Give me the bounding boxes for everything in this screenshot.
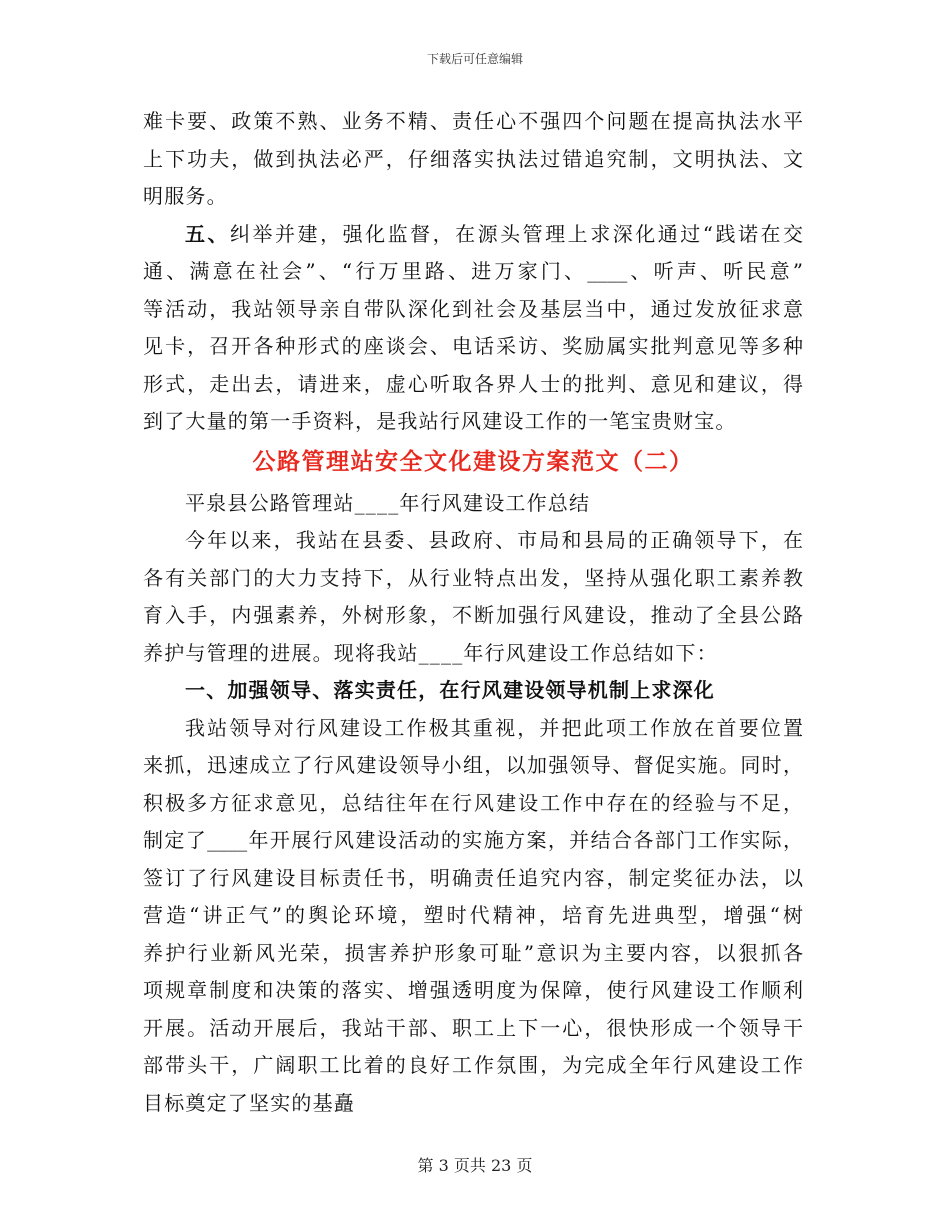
- section-text: 纠举并建，强化监督，在源头管理上求深化通过“践诺在交: [230, 221, 804, 246]
- paragraph-line: 各有关部门的大力支持下，从行业特点出发，坚持从强化职工素养教: [143, 565, 803, 590]
- paragraph-line: 上下功夫，做到执法必严，仔细落实执法过错追究制，文明执法、文: [143, 146, 803, 171]
- document-body: [143, 103, 803, 1122]
- paragraph-line: 养护与管理的进展。现将我站____年行风建设工作总结如下：: [143, 640, 718, 665]
- section-heading: 一、加强领导、落实责任，在行风建设领导机制上求深化: [185, 678, 715, 702]
- paragraph-line: 今年以来，我站在县委、县政府、市局和县局的正确领导下，在: [185, 528, 803, 552]
- subtitle-line: 平泉县公路管理站____年行风建设工作总结: [185, 490, 591, 515]
- paragraph-line: 明服务。: [143, 184, 228, 208]
- paragraph-line: 签订了行风建设目标责任书，明确责任追究内容，制定奖征办法，以: [143, 865, 803, 890]
- paragraph-line: 等活动，我站领导亲自带队深化到社会及基层当中，通过发放征求意: [143, 296, 803, 321]
- paragraph-line: 见卡，召开各种形式的座谈会、电话采访、奖励属实批判意见等多种: [143, 334, 803, 358]
- paragraph-line: 来抓，迅速成立了行风建设领导小组，以加强领导、督促实施。同时，: [143, 753, 803, 777]
- section-label: 五、: [185, 221, 231, 246]
- paragraph-line: 部带头干，广阔职工比着的良好工作氛围，为完成全年行风建设工作: [143, 1053, 803, 1077]
- paragraph-line: 项规章制度和决策的落实、增强透明度为保障，使行风建设工作顺利: [143, 978, 803, 1002]
- paragraph-line: 形式，走出去，请进来，虚心听取各界人士的批判、意见和建议，得: [143, 371, 803, 396]
- paragraph-line: 积极多方征求意见，总结往年在行风建设工作中存在的经验与不足，: [143, 790, 803, 815]
- paragraph-line: 开展。活动开展后，我站干部、职工上下一心，很快形成一个领导干: [143, 1015, 803, 1040]
- paragraph-line: [143, 216, 803, 254]
- paragraph-line: 我站领导对行风建设工作极其重视，并把此项工作放在首要位置: [185, 715, 803, 740]
- paragraph-line: 难卡要、政策不熟、业务不精、责任心不强四个问题在提高执法水平: [143, 109, 803, 133]
- paragraph-line: 制定了____年开展行风建设活动的实施方案，并结合各部门工作实际，: [143, 828, 803, 852]
- page-footer: 第 3 页共 23 页: [417, 1156, 533, 1175]
- paragraph-line: 营造“讲正气”的舆论环境，塑时代精神，培育先进典型，增强“树: [143, 903, 803, 927]
- paragraph-line: 育入手，内强素养，外树形象，不断加强行风建设，推动了全县公路: [143, 603, 803, 627]
- page-header: 下载后可任意编辑: [426, 52, 523, 66]
- paragraph-line: 目标奠定了坚实的基矗: [143, 1090, 355, 1115]
- paragraph-line: 养护行业新风光荣，损害养护形象可耻”意识为主要内容，以狠抓各: [143, 940, 803, 965]
- paragraph-line: 到了大量的第一手资料，是我站行风建设工作的一笔宝贵财宝。: [143, 409, 737, 433]
- section-title: 公路管理站安全文化建设方案范文（二）: [252, 447, 694, 475]
- paragraph-line: 通、满意在社会”、“行万里路、进万家门、____、听声、听民意”: [143, 259, 803, 283]
